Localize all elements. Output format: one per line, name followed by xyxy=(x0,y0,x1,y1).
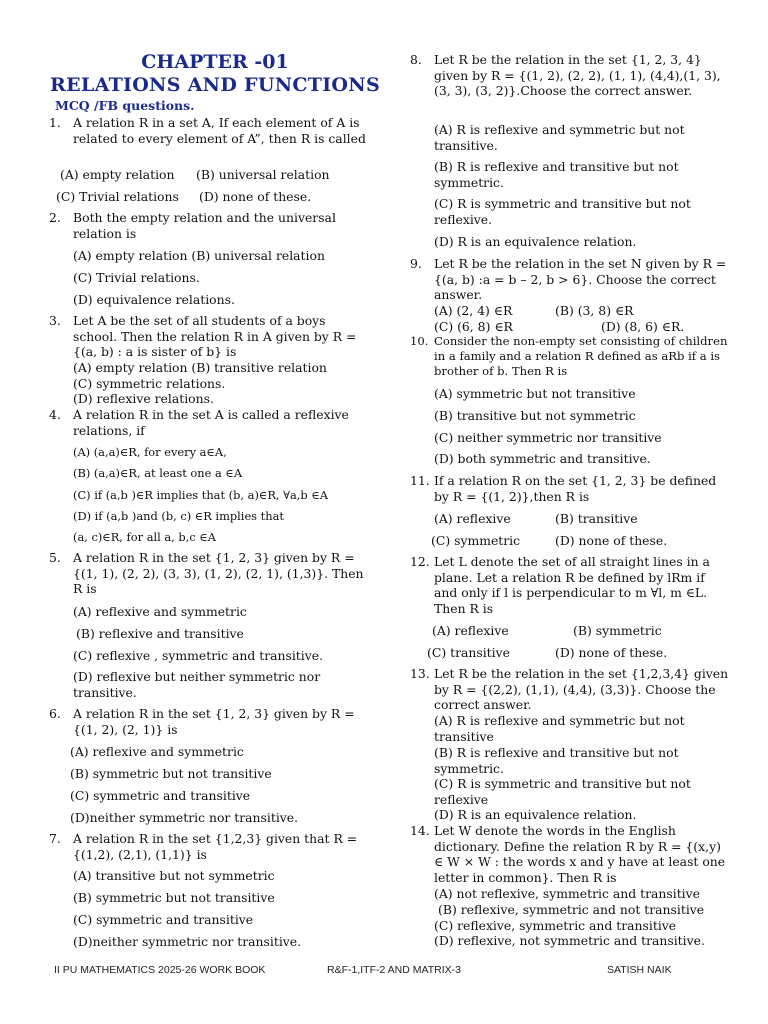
question-number: 13. xyxy=(410,666,430,681)
option: (A) R is reflexive and symmetric but not transitive. xyxy=(434,122,685,153)
question-number: 11. xyxy=(410,473,430,488)
footer-chapters: R&F-1,ITF-2 AND MATRIX-3 xyxy=(327,964,461,976)
question-7 xyxy=(49,831,373,862)
option: (A) symmetric but not transitive xyxy=(434,386,636,401)
option: (A) reflexive and symmetric xyxy=(70,744,244,759)
question-text: Let R be the relation in the set {1,2,3,4} given by R = {(2,2), (1,1), (4,4), (3,3)}. Choose the correct answer. xyxy=(434,666,729,713)
question-14 xyxy=(410,823,732,885)
question-3 xyxy=(49,313,373,360)
question-number: 14. xyxy=(410,823,430,838)
option: (C) symmetric and transitive xyxy=(70,788,251,803)
chapter-number: CHAPTER -01 xyxy=(141,51,289,73)
question-text: Both the empty relation and the universal relation is xyxy=(73,210,336,241)
option: (D) reflexive, not symmetric and transitive. xyxy=(434,933,705,948)
option: (C) R is symmetric and transitive but not reflexive. xyxy=(434,196,691,227)
option: (B) transitive xyxy=(555,511,638,526)
option: (B) symmetric xyxy=(573,623,662,638)
question-number: 12. xyxy=(410,554,430,569)
question-number: 1. xyxy=(49,115,61,130)
question-number: 10. xyxy=(410,334,429,348)
option: (C) neither symmetric nor transitive xyxy=(434,430,662,445)
option: (B) symmetric but not transitive xyxy=(70,766,272,781)
option: (D) none of these. xyxy=(555,645,668,660)
question-number: 9. xyxy=(410,256,422,271)
question-text: Let W denote the words in the English dictionary. Define the relation R by R = {(x,y) ∈ W × W : the words x and y have at least one letter in common}. Then R is xyxy=(434,823,726,885)
option: (B) R is reflexive and transitive but not symmetric. xyxy=(434,159,679,190)
option: (C) Trivial relations. xyxy=(73,270,200,285)
option: (D)neither symmetric nor transitive. xyxy=(70,810,299,825)
question-text: Let R be the relation in the set N given by R = {(a, b) :a = b – 2, b > 6}. Choose the correct answer. xyxy=(434,256,727,303)
question-12 xyxy=(410,554,732,616)
option: (D) reflexive relations. xyxy=(73,391,214,406)
option: (B) symmetric but not transitive xyxy=(73,890,275,905)
question-number: 3. xyxy=(49,313,61,328)
option: (C) symmetric xyxy=(431,533,521,548)
question-5 xyxy=(49,550,375,597)
option: (A) reflexive and symmetric xyxy=(73,604,247,619)
option: (D) reflexive but neither symmetric nor transitive. xyxy=(73,669,321,700)
question-text: A relation R in the set {1, 2, 3} given by R = {(1, 2), (2, 1)} is xyxy=(73,706,355,737)
question-text: Consider the non-empty set consisting of children in a family and a relation R defined as aRb if a is brother of b. Then R is xyxy=(434,334,728,378)
option: (B) reflexive, symmetric and not transitive xyxy=(438,902,705,917)
footer-book-title: II PU MATHEMATICS 2025-26 WORK BOOK xyxy=(54,964,266,976)
option: (D) none of these. xyxy=(199,189,312,204)
question-text: If a relation R on the set {1, 2, 3} be defined by R = {(1, 2)},then R is xyxy=(434,473,717,504)
question-2 xyxy=(49,210,373,241)
option: (A) (a,a)∈R, for every a∈A, xyxy=(73,445,227,459)
option: (A) not reflexive, symmetric and transitive xyxy=(434,886,700,901)
question-number: 7. xyxy=(49,831,61,846)
option: (B) reflexive and transitive xyxy=(76,626,244,641)
option: (A) transitive but not symmetric xyxy=(73,868,275,883)
question-6 xyxy=(49,706,373,737)
question-number: 6. xyxy=(49,706,61,721)
question-text: Let L denote the set of all straight lines in a plane. Let a relation R be defined by lRm if and only if l is perpendicular to m ∀l, m ∈L. Then R is xyxy=(434,554,710,616)
option: (C) R is symmetric and transitive but not reflexive xyxy=(434,776,691,807)
question-8 xyxy=(410,52,730,99)
option: (D) (8, 6) ∈R. xyxy=(601,319,685,334)
option: (A) empty relation (B) transitive relation xyxy=(73,360,327,375)
question-10 xyxy=(410,334,734,379)
question-text: Let R be the relation in the set {1, 2, 3, 4} given by R = {(1, 2), (2, 2), (1, 1), (4,4),(1, 3), (3, 3), (3, 2)}.Choose the correct answer. xyxy=(434,52,721,99)
option: (B) transitive but not symmetric xyxy=(434,408,636,423)
option: (C) symmetric relations. xyxy=(73,376,226,391)
question-9 xyxy=(410,256,730,303)
option: (D) none of these. xyxy=(555,533,668,548)
question-1 xyxy=(49,115,373,146)
question-text: A relation R in a set A, If each element of A is related to every element of A”, then R is called xyxy=(73,115,366,146)
option: (D)neither symmetric nor transitive. xyxy=(73,934,302,949)
option: (A) reflexive xyxy=(434,511,511,526)
question-number: 5. xyxy=(49,550,61,565)
footer-author: SATISH NAIK xyxy=(607,964,672,976)
option: (C) transitive xyxy=(427,645,510,660)
question-text: A relation R in the set A is called a reflexive relations, if xyxy=(73,407,349,438)
option: (A) empty relation (B) universal relation xyxy=(73,248,325,263)
question-4 xyxy=(49,407,373,438)
option: (B) (3, 8) ∈R xyxy=(555,303,634,318)
question-13 xyxy=(410,666,730,713)
option: (B) R is reflexive and transitive but not symmetric. xyxy=(434,745,679,776)
question-text: Let A be the set of all students of a boys school. Then the relation R in A given by R = {(a, b) : a is sister of b} is xyxy=(73,313,357,360)
option: (C) Trivial relations xyxy=(56,189,179,204)
question-11 xyxy=(410,473,730,504)
question-number: 8. xyxy=(410,52,422,67)
option: (C) (6, 8) ∈R xyxy=(434,319,513,334)
option: (C) if (a,b )∈R implies that (b, a)∈R, ∀a,b ∈A xyxy=(73,488,328,502)
option: (C) reflexive, symmetric and transitive xyxy=(434,918,677,933)
question-text: A relation R in the set {1, 2, 3} given by R = {(1, 1), (2, 2), (3, 3), (1, 2), (2, 1), (1,3)}. Then R is xyxy=(73,550,364,597)
option: (C) symmetric and transitive xyxy=(73,912,254,927)
option: (D) R is an equivalence relation. xyxy=(434,807,637,822)
option: (A) R is reflexive and symmetric but not transitive xyxy=(434,713,685,744)
option: (D) both symmetric and transitive. xyxy=(434,451,651,466)
option: (C) reflexive , symmetric and transitive. xyxy=(73,648,324,663)
option: (A) reflexive xyxy=(432,623,509,638)
chapter-title: RELATIONS AND FUNCTIONS xyxy=(50,74,380,96)
option: (B) universal relation xyxy=(196,167,330,182)
question-number: 4. xyxy=(49,407,61,422)
option: (D) R is an equivalence relation. xyxy=(434,234,637,249)
option: (D) equivalence relations. xyxy=(73,292,235,307)
section-subtitle: MCQ /FB questions. xyxy=(55,98,195,113)
option: (A) (2, 4) ∈R xyxy=(434,303,513,318)
question-text: A relation R in the set {1,2,3} given that R = {(1,2), (2,1), (1,1)} is xyxy=(73,831,358,862)
option: (B) (a,a)∈R, at least one a ∈A xyxy=(73,466,243,480)
question-number: 2. xyxy=(49,210,61,225)
option: (D) if (a,b )and (b, c) ∈R implies that xyxy=(73,509,284,523)
option: (a, c)∈R, for all a, b,c ∈A xyxy=(73,530,216,544)
option: (A) empty relation xyxy=(60,167,175,182)
